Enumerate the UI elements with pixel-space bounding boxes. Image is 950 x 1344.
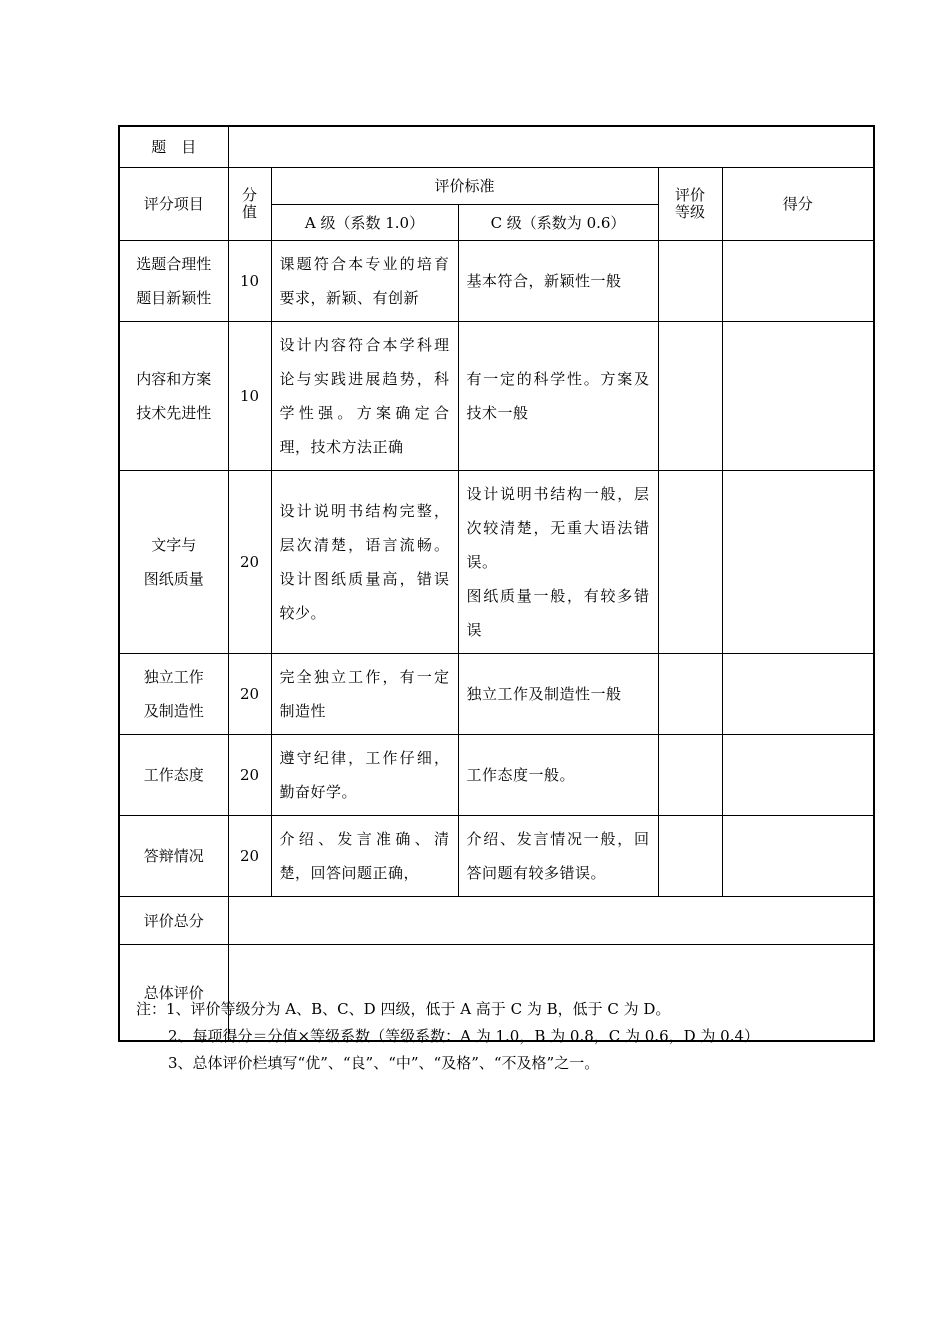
row-grade-field[interactable] [658, 240, 722, 321]
row-level-a: 设计内容符合本学科理论与实践进展趋势，科学性强。方案确定合理，技术方法正确 [271, 321, 458, 470]
row-item: 工作态度 [119, 734, 228, 815]
row-item: 文字与 图纸质量 [119, 470, 228, 653]
title-field[interactable] [228, 126, 874, 167]
title-label: 题 目 [119, 126, 228, 167]
criteria-row [119, 734, 874, 815]
title-row [119, 126, 874, 167]
row-score-value: 10 [228, 240, 271, 321]
note-line-2: 2、每项得分＝分值×等级系数（等级系数：A 为 1.0，B 为 0.8，C 为 0.6，D 为 0.4） [168, 1027, 760, 1045]
criteria-row [119, 321, 874, 470]
row-score-value: 10 [228, 321, 271, 470]
criteria-row [119, 470, 874, 653]
row-level-a: 完全独立工作，有一定制造性 [271, 653, 458, 734]
total-row [119, 896, 874, 944]
row-score-field[interactable] [722, 734, 874, 815]
row-grade-field[interactable] [658, 815, 722, 896]
row-score-field[interactable] [722, 653, 874, 734]
header-score: 得分 [722, 167, 874, 240]
row-grade-field[interactable] [658, 321, 722, 470]
row-score-field[interactable] [722, 470, 874, 653]
criteria-row [119, 815, 874, 896]
row-item: 独立工作 及制造性 [119, 653, 228, 734]
row-score-value: 20 [228, 653, 271, 734]
overall-label: 总体评价 [119, 944, 228, 1041]
row-grade-field[interactable] [658, 653, 722, 734]
row-item: 答辩情况 [119, 815, 228, 896]
row-level-c: 工作态度一般。 [458, 734, 658, 815]
row-score-field[interactable] [722, 321, 874, 470]
criteria-rows [119, 240, 874, 896]
evaluation-table [118, 125, 875, 1042]
header-criteria: 评价标准 [271, 167, 658, 204]
header-grade: 评价等级 [658, 167, 722, 240]
total-label: 评价总分 [119, 896, 228, 944]
row-score-field[interactable] [722, 240, 874, 321]
row-grade-field[interactable] [658, 470, 722, 653]
row-score-value: 20 [228, 470, 271, 653]
header-row-1 [119, 167, 874, 204]
header-level-a: A 级（系数 1.0） [271, 204, 458, 240]
row-item: 选题合理性 题目新颖性 [119, 240, 228, 321]
row-level-c: 有一定的科学性。方案及技术一般 [458, 321, 658, 470]
row-level-a: 设计说明书结构完整，层次清楚，语言流畅。设计图纸质量高，错误较少。 [271, 470, 458, 653]
row-level-a: 课题符合本专业的培育要求，新颖、有创新 [271, 240, 458, 321]
row-level-a: 遵守纪律，工作仔细，勤奋好学。 [271, 734, 458, 815]
total-field[interactable] [228, 896, 874, 944]
header-item: 评分项目 [119, 167, 228, 240]
header-level-c: C 级（系数为 0.6） [458, 204, 658, 240]
note-line-3: 3、总体评价栏填写“优”、“良”、“中”、“及格”、“不及格”之一。 [168, 1054, 600, 1072]
header-score-value: 分值 [228, 167, 271, 240]
row-level-c: 独立工作及制造性一般 [458, 653, 658, 734]
criteria-row [119, 653, 874, 734]
row-level-c: 基本符合，新颖性一般 [458, 240, 658, 321]
row-item: 内容和方案 技术先进性 [119, 321, 228, 470]
row-level-c: 介绍、发言情况一般，回答问题有较多错误。 [458, 815, 658, 896]
row-level-a: 介绍、发言准确、清楚，回答问题正确， [271, 815, 458, 896]
row-score-value: 20 [228, 734, 271, 815]
note-line-1: 注：1、评价等级分为 A、B、C、D 四级，低于 A 高于 C 为 B，低于 C 为 D。 [136, 1000, 671, 1018]
notes [136, 996, 759, 1077]
row-score-field[interactable] [722, 815, 874, 896]
row-score-value: 20 [228, 815, 271, 896]
criteria-row [119, 240, 874, 321]
row-grade-field[interactable] [658, 734, 722, 815]
row-level-c: 设计说明书结构一般，层次较清楚，无重大语法错误。 图纸质量一般，有较多错误 [458, 470, 658, 653]
